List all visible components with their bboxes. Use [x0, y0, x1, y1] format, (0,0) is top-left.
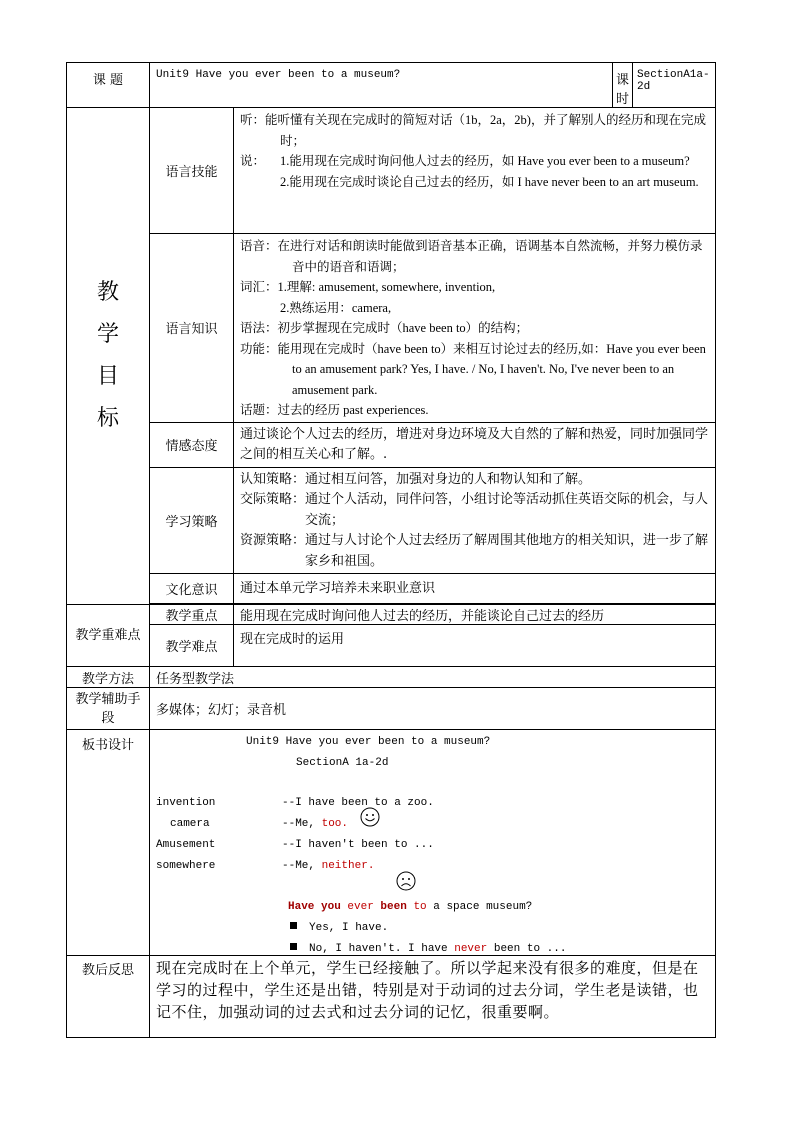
- board-word-4: somewhere: [156, 860, 216, 872]
- focus-difficult-text: 现在完成时的运用: [234, 625, 716, 667]
- topic-value: Unit9 Have you ever been to a museum?: [150, 63, 613, 108]
- board-line-2-text: --Me,: [282, 818, 322, 830]
- skills-label: 语言技能: [150, 108, 234, 234]
- knowledge-topic: 话题：过去的经历 past experiences.: [240, 403, 429, 417]
- board-line-4-text: --Me,: [282, 860, 322, 872]
- board-answer-2-red: never: [454, 943, 488, 955]
- reflection-label: 教后反思: [67, 956, 150, 1038]
- knowledge-grammar: 语法：初步掌握现在完成时（have been to）的结构；: [240, 321, 529, 335]
- bullet-square-icon: [290, 922, 297, 929]
- bullet-square-icon: [290, 943, 297, 950]
- focus-label: 教学重难点: [67, 605, 150, 667]
- method-label: 教学方法: [67, 667, 150, 688]
- board-line-2-red: too.: [321, 818, 349, 830]
- skills-speaking-label: 说：: [240, 154, 266, 168]
- aids-text: 多媒体；幻灯；录音机: [150, 688, 716, 730]
- skills-speaking-2: 2.能用现在完成时谈论自己过去的经历，如 I have never been to an art museum.: [280, 174, 699, 189]
- focus-key-label: 教学重点: [150, 605, 234, 625]
- knowledge-content: [234, 234, 716, 423]
- skills-content: [234, 108, 716, 234]
- board-q-to: to: [406, 901, 427, 913]
- board-q-been: been: [373, 901, 407, 913]
- board-answer-1-text: Yes, I have.: [309, 922, 389, 934]
- board-line-3: --I haven't been to ...: [282, 839, 434, 851]
- topic-label: 课 题: [67, 63, 150, 108]
- attitude-label: 情感态度: [150, 422, 234, 467]
- strategy-label: 学习策略: [150, 467, 234, 574]
- objectives-char-2: 学: [96, 322, 119, 347]
- culture-label: 文化意识: [150, 574, 234, 604]
- smiley-face-icon: [360, 807, 380, 827]
- strategy-communicative: 交际策略：通过个人活动，同伴问答，小组讨论等活动抓住英语交际的机会，与人交流；: [240, 492, 709, 528]
- knowledge-function: 功能：能用现在完成时（have been to）来相互讨论过去的经历,如：Have you ever been to an amusement park? Yes, I have. / No, I haven't. No, I've never been to an amusement park.: [240, 341, 706, 397]
- attitude-text: 通过谈论个人过去的经历，增进对身边环境及大自然的了解和热爱，同时加强同学之间的相互关心和了解。.: [234, 422, 716, 467]
- knowledge-label: 语言知识: [150, 234, 234, 423]
- objectives-char-1: 教: [96, 280, 119, 305]
- board-line-4-red: neither.: [321, 860, 375, 872]
- board-line-1: --I have been to a zoo.: [282, 797, 434, 809]
- lesson-plan-sheet: [66, 62, 715, 1038]
- method-text: 任务型教学法: [150, 667, 716, 688]
- board-word-2: camera: [170, 818, 210, 830]
- objectives-char-4: 标: [96, 406, 119, 431]
- culture-text: 通过本单元学习培养未来职业意识: [234, 574, 716, 604]
- knowledge-vocab-2: 2.熟练运用：camera,: [280, 300, 392, 315]
- focus-key-text: 能用现在完成时询问他人过去的经历，并能谈论自己过去的经历: [234, 605, 716, 625]
- sad-face-icon: [396, 871, 416, 891]
- focus-difficult-label: 教学难点: [150, 625, 234, 667]
- strategy-content: [234, 467, 716, 574]
- objectives-char-3: 目: [96, 364, 119, 389]
- board-title: Unit9 Have you ever been to a museum?: [246, 736, 491, 748]
- knowledge-vocab-1: 词汇：1.理解: amusement, somewhere, invention,: [240, 280, 496, 294]
- board-q-rest: a space museum?: [426, 901, 533, 913]
- board-answer-1: [290, 922, 388, 934]
- board-q-you: you: [314, 901, 348, 913]
- skills-speaking-1: 1.能用现在完成时询问他人过去的经历，如 Have you ever been to a museum?: [280, 154, 690, 168]
- knowledge-pronunciation: 语音：在进行对话和朗读时能做到语音基本正确，语调基本自然流畅，并努力模仿录音中的语音和语调；: [240, 239, 703, 274]
- strategy-cognitive: 认知策略：通过相互问答，加强对身边的人和物认知和了解。: [240, 471, 592, 487]
- board-question: [288, 901, 532, 913]
- board-answer-2-text: No, I haven't. I have: [309, 943, 455, 955]
- period-value: SectionA1a-2d: [633, 63, 716, 108]
- reflection-text: 现在完成时在上个单元，学生已经接触了。所以学起来没有很多的难度，但是在学习的过程中，学生还是出错，特别是对于动词的过去分词，学生老是读错，也记不住，加强动词的过去式和过去分词的记忆，很重要啊。: [150, 956, 716, 1038]
- board-line-4: [282, 860, 374, 872]
- strategy-resource: 资源策略：通过与人讨论个人过去经历了解周围其他地方的相关知识，进一步了解家乡和祖国。: [240, 533, 709, 569]
- aids-label: 教学辅助手段: [67, 688, 150, 730]
- board-subtitle: SectionA 1a-2d: [296, 757, 389, 769]
- board-q-have: Have: [288, 901, 315, 913]
- board-content: [150, 730, 716, 956]
- board-label: 板书设计: [67, 730, 150, 956]
- board-word-1: invention: [156, 797, 216, 809]
- board-word-3: Amusement: [156, 839, 216, 851]
- period-label: 课 时: [613, 63, 633, 108]
- board-answer-2: [290, 943, 566, 955]
- board-answer-2-post: been to ...: [487, 943, 567, 955]
- objectives-title: [67, 108, 150, 605]
- board-line-2: [282, 818, 348, 830]
- lesson-plan-table: [66, 62, 716, 1038]
- skills-listening: 听：能听懂有关现在完成时的简短对话（1b，2a，2b)，并了解别人的经历和现在完成时；: [240, 113, 706, 148]
- skills-speaking: [240, 151, 710, 172]
- board-q-ever: ever: [347, 901, 374, 913]
